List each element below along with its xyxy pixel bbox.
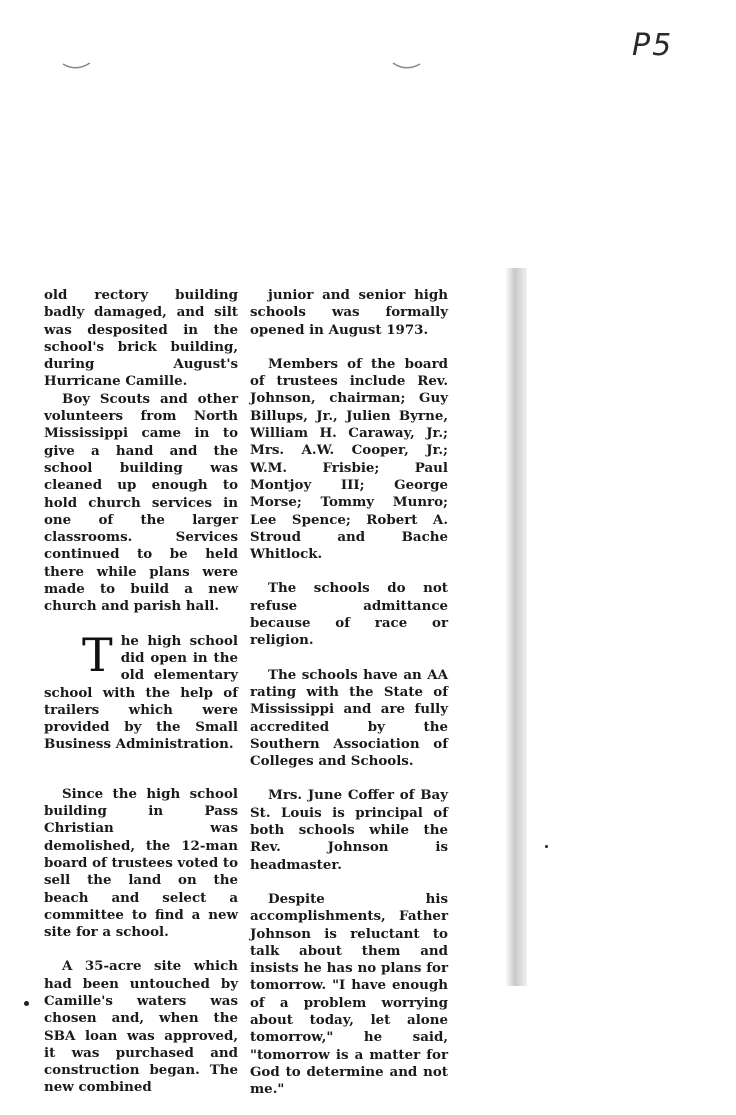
clipping-edge-shadow bbox=[505, 268, 527, 986]
article-column-right bbox=[250, 287, 448, 1115]
paragraph: old rectory building badly damaged, and silt was desposited in the school's brick building, during August's Hurricane Camille. bbox=[44, 287, 238, 390]
paragraph: The schools do not refuse admittance because of race or religion. bbox=[250, 580, 448, 649]
paragraph: Despite his accomplishments, Father Johnson is reluctant to talk about them and insists he has no plans for tomorrow. "I have enough of a problem worrying about today, let alone tomorrow," he said, "tomorrow is a matter for God to determine and not me." bbox=[250, 890, 448, 1098]
drop-cap: T bbox=[82, 627, 113, 682]
paragraph: The schools have an AA rating with the State of Mississippi and are fully accredited by the Southern Association of Colleges and Schools. bbox=[250, 666, 448, 770]
paragraph: Members of the board of trustees include Rev. Johnson, chairman; Guy Billups, Jr., Julien Byrne, William H. Caraway, Jr.; Mrs. A.W. Cooper, Jr.; W.M. Frisbie; Paul Montjoy III; George Morse; Tommy Munro; Lee Spence; Robert A. Stroud and Bache Whitlock. bbox=[250, 355, 448, 563]
paragraph-text: he high school did open in the old elementary school with the help of trailers which were provided by the Small Business Administration. bbox=[44, 632, 238, 753]
article-column-left bbox=[44, 287, 238, 1114]
paragraph-with-dropcap bbox=[44, 627, 238, 754]
paragraph: Mrs. June Coffer of Bay St. Louis is principal of both schools while the Rev. Johnson is headmaster. bbox=[250, 787, 448, 873]
scan-speck bbox=[545, 845, 548, 848]
scan-speck bbox=[24, 1001, 29, 1006]
paragraph: junior and senior high schools was formally opened in August 1973. bbox=[250, 287, 448, 338]
scan-mark-right bbox=[392, 58, 422, 72]
paragraph: Boy Scouts and other volunteers from North Mississippi came in to give a hand and the school building was cleaned up enough to hold church services in one of the larger classrooms. Services continued to be held there while plans were made to build a new church and parish hall. bbox=[44, 390, 238, 615]
scan-mark-left bbox=[62, 58, 92, 72]
paragraph: A 35-acre site which had been untouched by Camille's waters was chosen and, when the SBA loan was approved, it was purchased and construction began. The new combined bbox=[44, 958, 238, 1096]
handwritten-page-label: P5 bbox=[632, 28, 674, 63]
paragraph: Since the high school building in Pass Christian was demolished, the 12-man board of trustees voted to sell the land on the beach and select a committee to find a new site for a school. bbox=[44, 785, 238, 941]
